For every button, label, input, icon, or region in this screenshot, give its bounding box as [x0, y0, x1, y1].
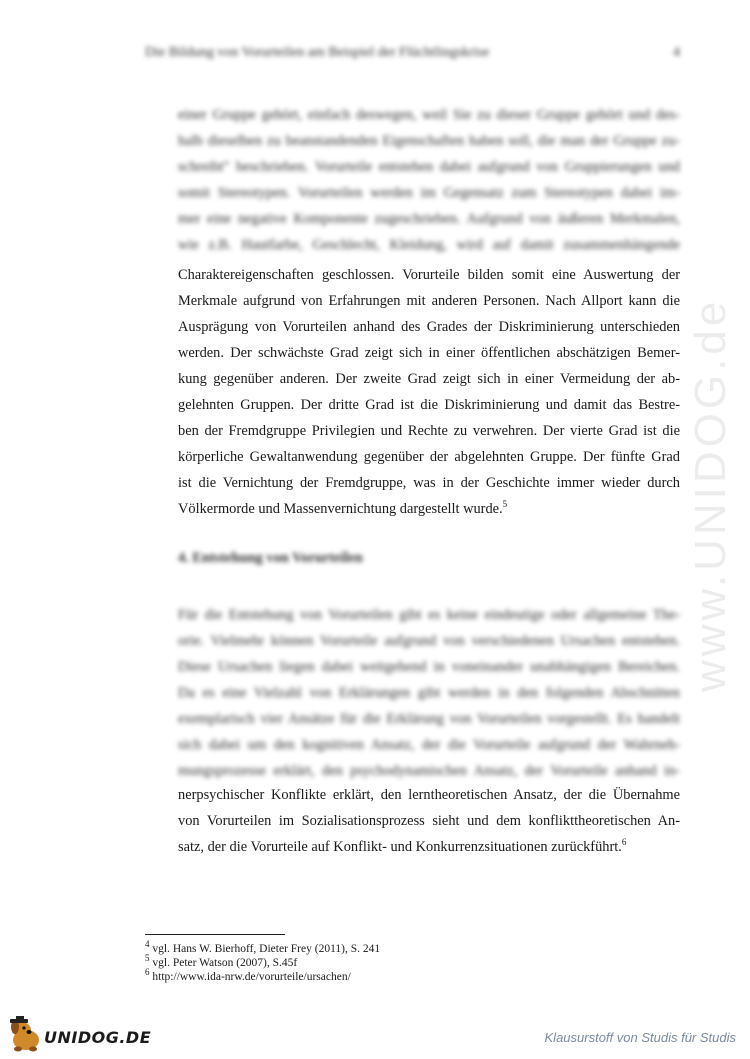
- dog-mascot-icon: [4, 1014, 48, 1054]
- body-paragraph: [178, 262, 680, 522]
- text-line: orie. Vielmehr können Vorurteile aufgrund von verschiedenen Ursachen entstehen.: [178, 633, 680, 649]
- text-line: nerpsychischer Konflikte erklärt, den lerntheoretischen Ansatz, der die Übernahme: [178, 787, 680, 803]
- page-header: [145, 45, 680, 67]
- logo-text: UNIDOG.DE: [44, 1028, 152, 1047]
- text-line-content: Völkermorde und Massenvernichtung dargestellt wurde.: [178, 501, 503, 517]
- text-line: kung gegenüber anderen. Der zweite Grad zeigt sich in einer Vermeidung der ab-: [178, 371, 680, 387]
- footnote-ref: 5: [502, 499, 508, 510]
- unidog-logo[interactable]: [4, 1014, 154, 1054]
- text-line: gelehnten Gruppen. Der dritte Grad ist die Diskriminierung und damit das Bestre-: [178, 397, 680, 413]
- text-line: sich dabei um den kognitiven Ansatz, der die Vorurteile aufgrund der Wahrneh-: [178, 737, 680, 753]
- text-line: Merkmale aufgrund von Erfahrungen mit anderen Personen. Nach Allport kann die: [178, 293, 680, 309]
- footnote: [145, 939, 685, 956]
- footnote-number: 6: [145, 967, 150, 978]
- text-line: werden. Der schwächste Grad zeigt sich in einer öffentlichen abschätzigen Bemer-: [178, 345, 680, 361]
- footnote-separator: [145, 934, 285, 935]
- text-line: von Vorurteilen im Sozialisationsprozess sieht und dem konflikttheoretischen An-: [178, 813, 680, 829]
- text-line-content: satz, der die Vorurteile auf Konflikt- und Konkurrenzsituationen zurückführt.: [178, 839, 622, 855]
- footnotes: [145, 939, 685, 984]
- footnote: [145, 967, 685, 984]
- footer-slogan: Klausurstoff von Studis für Studis: [544, 1030, 736, 1045]
- text-line: [178, 834, 680, 860]
- footnote-link[interactable]: http://www.ida-nrw.de/vorurteile/ursachen/: [152, 971, 351, 983]
- blurred-paragraph-bottom: [178, 602, 680, 784]
- text-line: ben der Fremdgruppe Privilegien und Rechte zu verwehren. Der vierte Grad ist die: [178, 423, 680, 439]
- text-line: [178, 496, 680, 522]
- text-line: einer Gruppe gehört, einfach deswegen, weil Sie zu dieser Gruppe gehört und des-: [178, 107, 680, 123]
- text-line: exemplarisch vier Ansätze für die Erklärung von Vorurteilen vorgestellt. Es handelt: [178, 711, 680, 727]
- text-line: körperliche Gewaltanwendung gegenüber der abgelehnten Gruppe. Der fünfte Grad: [178, 449, 680, 465]
- text-line: Charaktereigenschaften geschlossen. Vorurteile bilden somit eine Auswertung der: [178, 267, 680, 283]
- blurred-paragraph-top: [178, 102, 680, 258]
- text-line: Für die Entstehung von Vorurteilen gibt es keine eindeutige oder allgemeine The-: [178, 607, 680, 623]
- text-line: Diese Ursachen liegen dabei weitgehend in voneinander unabhängigen Bereichen.: [178, 659, 680, 675]
- footnote-number: 5: [145, 953, 150, 964]
- page-number: 4: [673, 45, 680, 60]
- text-line: schreibt" beschrieben. Vorurteile entstehen dabei aufgrund von Gruppierungen und: [178, 159, 680, 175]
- text-line: mer eine negative Komponente zugeschrieben. Aufgrund von äußeren Merkmalen,: [178, 211, 680, 227]
- text-line: Da es eine Vielzahl von Erklärungen gibt werden in den folgenden Abschnitten: [178, 685, 680, 701]
- header-title: Die Bildung von Vorurteilen am Beispiel der Flüchtlingskrise: [145, 45, 490, 60]
- text-line: mungsprozesse erklärt, den psychodynamischen Ansatz, der Vorurteile anhand in-: [178, 763, 680, 779]
- footnote: [145, 953, 685, 970]
- footnote-ref: 6: [621, 837, 627, 848]
- watermark-text: www.UNIDOG.de: [686, 297, 735, 693]
- text-line: Ausprägung von Vorurteilen anhand des Grades der Diskriminierung unterschieden: [178, 319, 680, 335]
- footnote-text: vgl. Peter Watson (2007), S.45f: [152, 957, 298, 969]
- text-line: halb dieselben zu beanstandenden Eigenschaften haben soll, die man der Gruppe zu-: [178, 133, 680, 149]
- text-line: ist die Vernichtung der Fremdgruppe, was in der Geschichte immer wieder durch: [178, 475, 680, 491]
- section-heading: 4. Entstehung von Vorurteilen: [178, 550, 363, 566]
- footnote-text: vgl. Hans W. Bierhoff, Dieter Frey (2011), S. 241: [152, 943, 381, 955]
- footnote-number: 4: [145, 939, 150, 950]
- text-line: somit Stereotypen. Vorurteilen werden im Gegensatz zum Stereotypen dabei im-: [178, 185, 680, 201]
- body-paragraph-end: [178, 782, 680, 860]
- text-line: wie z.B. Hautfarbe, Geschlecht, Kleidung, wird auf damit zusammenhängende: [178, 237, 680, 253]
